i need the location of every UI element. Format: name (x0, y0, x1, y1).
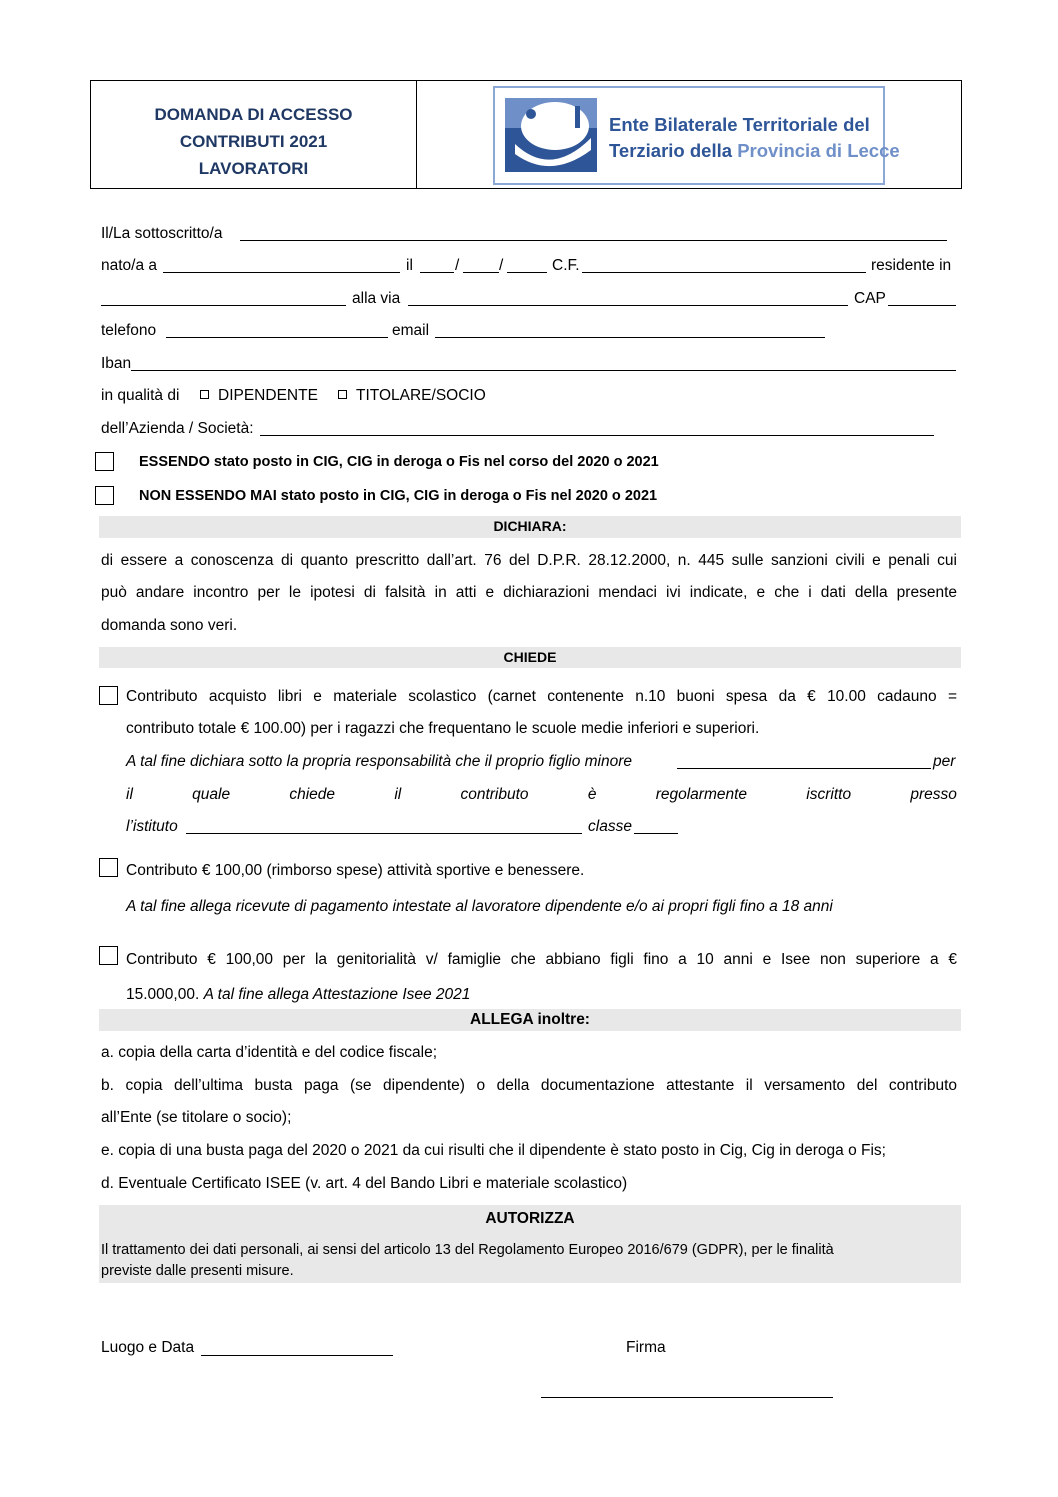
checkbox-non-essendo[interactable] (95, 486, 114, 505)
option-essendo-label: ESSENDO stato posto in CIG, CIG in deroga o Fis nel corso del 2020 o 2021 (139, 454, 659, 470)
autorizza-line-2: previste dalle presenti misure. (101, 1263, 294, 1279)
chiede-libri-per: per (933, 753, 956, 770)
chiede-libri-line-2: contributo totale € 100.00) per i ragazzi che frequentano le scuole medie inferiori e superiori. (126, 720, 760, 737)
field-telefono[interactable] (166, 337, 388, 338)
label-via: alla via (352, 290, 401, 307)
label-luogo-data: Luogo e Data (101, 1339, 195, 1356)
field-cf[interactable] (582, 272, 866, 273)
chiede-libri-line-4 (126, 785, 957, 805)
label-residente: residente in (871, 257, 952, 274)
label-nato: nato/a a (101, 257, 158, 274)
allega-title: ALLEGA inoltre: (470, 1011, 590, 1028)
option-titolare[interactable] (338, 386, 486, 406)
chiede-genitorialita-note: A tal fine allega Attestazione Isee 2021 (203, 986, 471, 1003)
word: presso (910, 786, 957, 803)
chiede-libri-classe: classe (588, 818, 632, 835)
logo-text-part-a: Terziario della (609, 140, 738, 161)
label-telefono: telefono (101, 322, 157, 339)
logo-text-line-1: Ente Bilaterale Territoriale del (609, 114, 870, 135)
field-iban[interactable] (131, 370, 956, 371)
allega-band (99, 1009, 961, 1031)
autorizza-title: AUTORIZZA (485, 1210, 575, 1227)
dichiara-title: DICHIARA: (493, 518, 567, 534)
word: regolarmente (655, 786, 748, 803)
dichiara-line-1: di essere a conoscenza di quanto prescritto dall’art. 76 del D.P.R. 28.12.2000, n. 445 sulle sanzioni civili e penali cui (101, 552, 957, 569)
checkbox-dipendente-icon[interactable] (200, 390, 209, 399)
option-dipendente-label: DIPENDENTE (218, 387, 318, 404)
chiede-libri-istituto: l’istituto (126, 818, 178, 835)
label-email: email (392, 322, 430, 339)
chiede-genitorialita-line-2 (126, 985, 470, 1005)
word: il (126, 786, 133, 803)
label-sottoscritto: Il/La sottoscritto/a (101, 225, 223, 242)
label-cap: CAP (854, 290, 886, 307)
label-qualita: in qualità di (101, 387, 180, 404)
word: chiede (289, 786, 336, 803)
word: contributo (460, 786, 529, 803)
field-via[interactable] (408, 305, 848, 306)
dichiara-band (99, 516, 961, 538)
form-title-line-3: LAVORATORI (198, 159, 309, 178)
field-figlio-minore[interactable] (677, 768, 931, 769)
label-iban: Iban (101, 355, 132, 372)
chiede-sport-line-1: Contributo € 100,00 (rimborso spese) attività sportive e benessere. (126, 862, 585, 879)
label-cf: C.F. (552, 257, 580, 274)
dichiara-line-3: domanda sono veri. (101, 617, 238, 634)
word: quale (192, 786, 231, 803)
word: è (587, 786, 597, 803)
field-classe[interactable] (634, 833, 678, 834)
chiede-genitorialita-line-1: Contributo € 100,00 per la genitorialità v/ famiglie che abbiano figli fino a 10 anni e Isee non superiore a € (126, 951, 957, 968)
chiede-genitorialita-amount: 15.000,00. (126, 986, 204, 1003)
option-titolare-label: TITOLARE/SOCIO (356, 387, 486, 404)
field-firma[interactable] (541, 1397, 833, 1398)
allega-item-b-line-1: b. copia dell’ultima busta paga (se dipendente) o della documentazione attestante il versamento del contributo (101, 1077, 957, 1094)
word: il (394, 786, 402, 803)
label-firma: Firma (626, 1339, 666, 1356)
logo-emblem-icon (505, 98, 597, 172)
logo-text-part-b: Provincia di Lecce (737, 140, 900, 161)
chiede-title: CHIEDE (503, 649, 557, 665)
slash-1: / (455, 257, 460, 274)
field-email[interactable] (435, 337, 825, 338)
field-luogo-nascita[interactable] (163, 272, 400, 273)
header-box (90, 80, 962, 189)
checkbox-sport[interactable] (99, 858, 118, 877)
allega-item-a: a. copia della carta d’identità e del codice fiscale; (101, 1044, 438, 1061)
logo-text-line-2 (609, 140, 900, 162)
form-title-line-1: DOMANDA DI ACCESSO (154, 105, 353, 124)
autorizza-box (99, 1205, 961, 1283)
logo (493, 86, 900, 185)
option-non-essendo-label: NON ESSENDO MAI stato posto in CIG, CIG in deroga o Fis nel 2020 o 2021 (139, 488, 658, 504)
form-title-line-2: CONTRIBUTI 2021 (179, 132, 328, 151)
chiede-band (99, 647, 961, 668)
dichiara-line-2: può andare incontro per le ipotesi di falsità in atti e dichiarazioni mendaci ivi indicate, e che i dati della presente (101, 584, 957, 601)
form-title (91, 101, 416, 182)
field-mese[interactable] (463, 272, 499, 273)
label-il: il (406, 257, 413, 274)
field-nome[interactable] (240, 240, 947, 241)
field-azienda[interactable] (260, 435, 934, 436)
field-giorno[interactable] (420, 272, 454, 273)
header-divider (416, 81, 417, 188)
allega-item-e: e. copia di una busta paga del 2020 o 2021 da cui risulti che il dipendente è stato posto in Cig, Cig in deroga o Fis; (101, 1142, 886, 1159)
label-azienda: dell’Azienda / Società: (101, 420, 254, 437)
field-residenza[interactable] (101, 305, 346, 306)
checkbox-libri[interactable] (99, 686, 118, 705)
checkbox-titolare-icon[interactable] (338, 390, 347, 399)
field-luogo-data[interactable] (201, 1355, 393, 1356)
allega-item-b-line-2: all’Ente (se titolare o socio); (101, 1109, 292, 1126)
autorizza-line-1: Il trattamento dei dati personali, ai sensi del articolo 13 del Regolamento Europeo 2016/679 (GDPR), per le finalità (101, 1242, 834, 1258)
chiede-libri-line-3: A tal fine dichiara sotto la propria responsabilità che il proprio figlio minore (126, 753, 633, 770)
field-istituto[interactable] (186, 833, 582, 834)
chiede-libri-line-1: Contributo acquisto libri e materiale scolastico (carnet contenente n.10 buoni spesa da € 10.00 cadauno = (126, 688, 957, 705)
slash-2: / (499, 257, 504, 274)
checkbox-essendo[interactable] (95, 452, 114, 471)
allega-item-d: d. Eventuale Certificato ISEE (v. art. 4 del Bando Libri e materiale scolastico) (101, 1175, 628, 1192)
word: iscritto (806, 786, 852, 803)
checkbox-genitorialita[interactable] (99, 946, 118, 965)
field-anno[interactable] (507, 272, 547, 273)
field-cap[interactable] (888, 305, 956, 306)
option-dipendente[interactable] (200, 386, 318, 406)
chiede-sport-line-2: A tal fine allega ricevute di pagamento intestate al lavoratore dipendente e/o ai propri figli fino a 18 anni (126, 898, 833, 915)
